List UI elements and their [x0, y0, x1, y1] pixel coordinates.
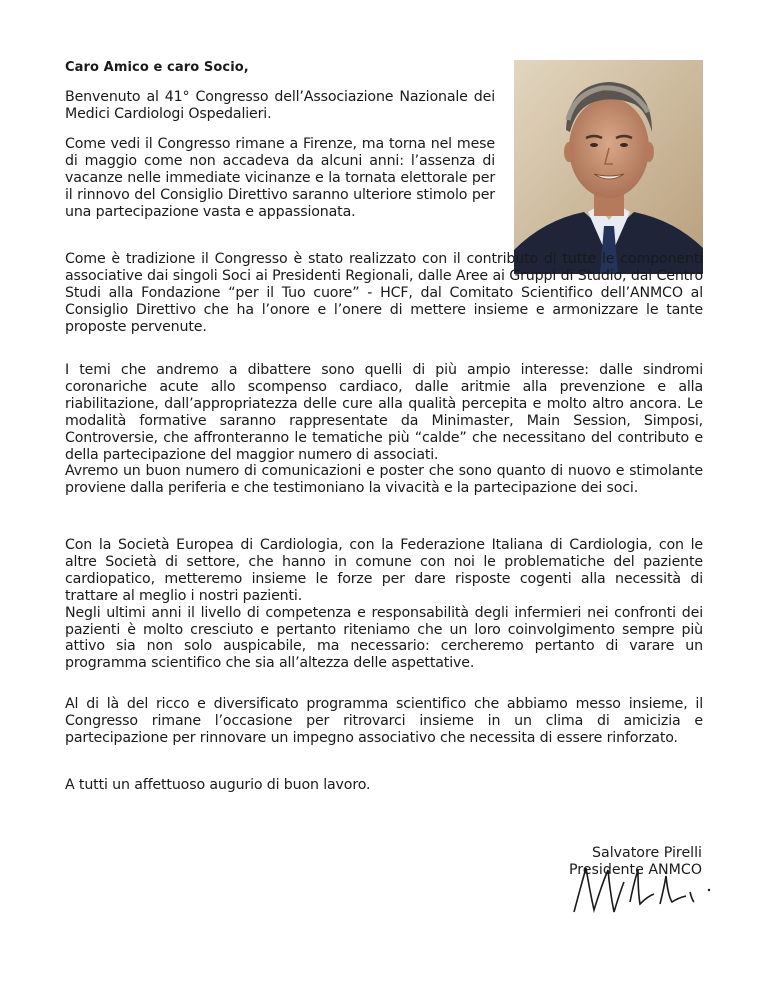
- handwritten-signature: [568, 862, 718, 922]
- signature-title: Presidente ANMCO: [568, 862, 702, 878]
- paragraph-tradition: Come è tradizione il Congresso è stato realizzato con il contributo di tutte le componenti associative dai singoli Soci ai Presidenti Regionali, dalle Aree ai Gruppi di Studio, dal Centro Studi alla Fondazione “per il Tuo cuore” - HCF, dal Comitato Scientifico dell’ANMCO al Consiglio Direttivo che ha l’onore e l’onere di mettere insieme e armonizzare le tante proposte pervenute.: [65, 251, 703, 335]
- paragraph-greeting: A tutti un affettuoso augurio di buon lavoro.: [65, 777, 371, 793]
- signature-name: Salvatore Pirelli: [592, 845, 702, 861]
- paragraph-societies: Con la Società Europea di Cardiologia, con la Federazione Italiana di Cardiologia, con le altre Società di settore, che hanno in comune con noi le problematiche del paziente cardiopatico, metteremo insieme le forze per dare risposte cogenti alla necessità di trattare al meglio i nostri pazienti. Negli ultimi anni il livello di competenza e responsabilità degli infermieri nei confronti dei pazienti è molto cresciuto e pertanto riteniamo che un loro coinvolgimento sempre più attivo sia non solo auspicabile, ma necessario: cercheremo pertanto di varare un programma scientifico che sia all’altezza delle aspettative.: [65, 537, 703, 672]
- portrait-photo: [514, 60, 703, 274]
- paragraph-venue: Come vedi il Congresso rimane a Firenze, ma torna nel mese di maggio come non accadeva da alcuni anni: l’assenza di vacanze nelle immediate vicinanze e la tornata elettorale per il rinnovo del Consiglio Direttivo saranno ulteriore stimolo per una partecipazione vasta e appassionata.: [65, 136, 495, 220]
- salutation: Caro Amico e caro Socio,: [65, 60, 249, 75]
- paragraph-welcome: Benvenuto al 41° Congresso dell’Associazione Nazionale dei Medici Cardiologi Ospedalieri.: [65, 89, 495, 122]
- paragraph-topics: I temi che andremo a dibattere sono quelli di più ampio interesse: dalle sindromi coronariche acute allo scompenso cardiaco, dalle aritmie alla prevenzione e alla riabilitazione, dall’appropriatezza delle cure alla qualità percepita e molto altro ancora. Le modalità formative saranno rappresentate da Minimaster, Main Session, Simposi, Controversie, che affronteranno le tematiche più “calde” che necessitano del contributo e della partecipazione del maggior numero di associati. Avremo un buon numero di comunicazioni e poster che sono quanto di nuovo e stimolante proviene dalla periferia e che testimoniano la vivacità e la partecipazione dei soci.: [65, 362, 703, 497]
- paragraph-program: Al di là del ricco e diversificato programma scientifico che abbiamo messo insieme, il Congresso rimane l’occasione per ritrovarci insieme in un clima di amicizia e partecipazione per rinnovare un impegno associativo che necessita di essere rinforzato.: [65, 696, 703, 746]
